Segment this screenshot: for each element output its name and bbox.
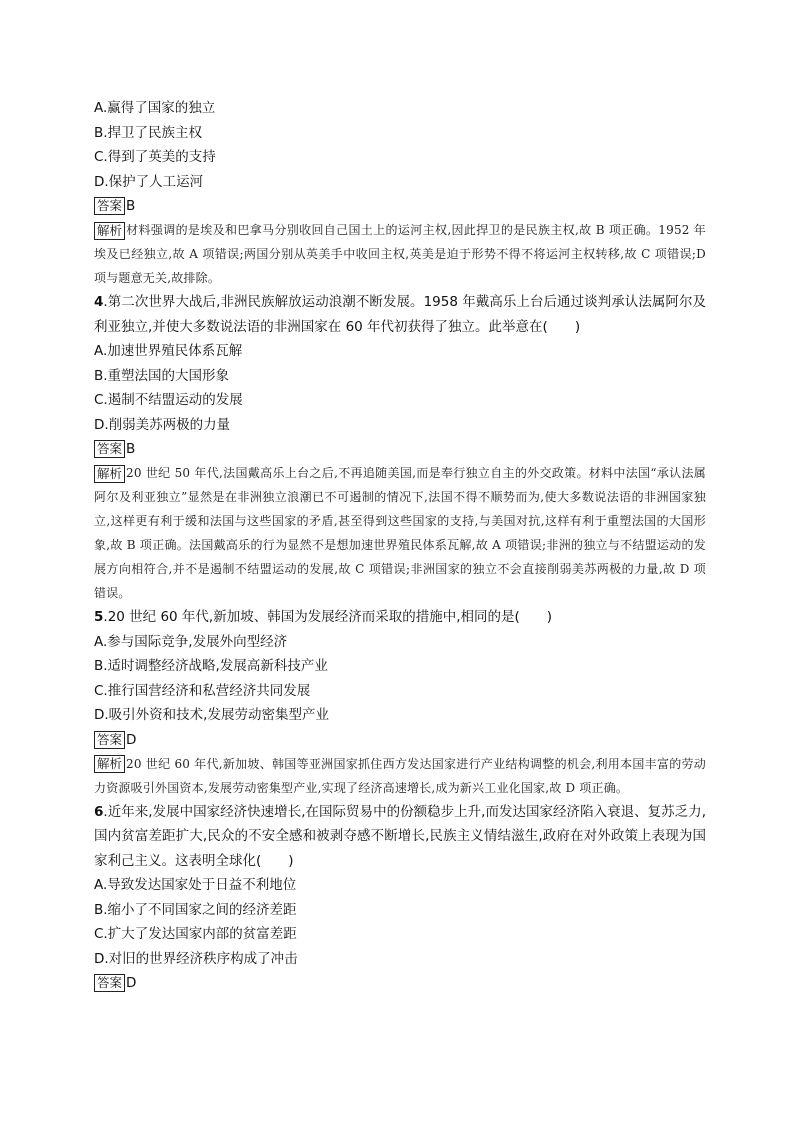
question-5 <box>94 605 706 800</box>
q6-answer: D <box>126 975 137 991</box>
q6-number: 6 <box>94 803 104 820</box>
q4-stem-text: .第二次世界大战后,非洲民族解放运动浪潮不断发展。1958 年戴高乐上台后通过谈判承认法属阿尔及利亚独立,并使大多数说法语的非洲国家在 60 年代初获得了独立。此举意在( ) <box>94 294 706 335</box>
question-6 <box>94 800 706 996</box>
q3-option-c[interactable]: C.得到了英美的支持 <box>94 149 216 165</box>
q5-option-b[interactable]: B.适时调整经济战略,发展高新科技产业 <box>94 658 328 674</box>
q4-analysis-text: 20 世纪 50 年代,法国戴高乐上台之后,不再追随美国,而是奉行独立自主的外交政策。材料中法国“承认法属阿尔及利亚独立”显然是在非洲独立浪潮已不可遏制的情况下,法国不得不顺势而为,使大多数说法语的非洲国家独立,这样更有利于缓和法国与这些国家的矛盾,甚至得到这些国家的支持,与美国对抗,这样有利于重塑法国的大国形象,故 B 项正确。法国戴高乐的行为显然不是想加速世界殖民体系瓦解,故 A 项错误;非洲的独立与不结盟运动的发展方向相符合,并不是遏制不结盟运动的发展,故 C 项错误;非洲国家的独立不会直接削弱美苏两极的力量,故 D 项错误。 <box>94 466 706 600</box>
question-4 <box>94 290 706 605</box>
q5-answer: D <box>126 731 137 748</box>
q4-option-c[interactable]: C.遏制不结盟运动的发展 <box>94 392 243 408</box>
q3-answer-row <box>94 194 706 218</box>
q5-option-d[interactable]: D.吸引外资和技术,发展劳动密集型产业 <box>94 707 329 723</box>
q6-option-a[interactable]: A.导致发达国家处于日益不利地位 <box>94 877 297 893</box>
analysis-label-box: 解析 <box>94 222 125 240</box>
q4-number: 4 <box>94 294 104 310</box>
q5-answer-row <box>94 728 706 752</box>
q4-analysis <box>94 461 706 605</box>
q4-option-b[interactable]: B.重塑法国的大国形象 <box>94 367 230 384</box>
answer-label-box: 答案 <box>94 440 125 458</box>
q5-analysis <box>94 752 706 800</box>
q6-stem <box>94 800 706 874</box>
answer-label-box: 答案 <box>94 974 125 992</box>
q4-answer: B <box>126 441 136 457</box>
q4-stem <box>94 290 706 339</box>
q3-answer: B <box>126 198 136 214</box>
q6-stem-text: .近年来,发展中国家经济快速增长,在国际贸易中的份额稳步上升,而发达国家经济陷入衰退、复苏乏力,国内贫富差距扩大,民众的不安全感和被剥夺感不断增长,民族主义情结滋生,政府在对外政策上表现为国家利己主义。这表明全球化( ) <box>94 803 706 869</box>
analysis-label-box: 解析 <box>94 465 125 483</box>
analysis-label-box: 解析 <box>94 755 125 773</box>
q3-option-a[interactable]: A.赢得了国家的独立 <box>94 100 216 116</box>
exam-page <box>94 96 706 995</box>
q5-analysis-text: 20 世纪 60 年代,新加坡、韩国等亚洲国家抓住西方发达国家进行产业结构调整的机会,利用本国丰富的劳动力资源吸引外国资本,发展劳动密集型产业,实现了经济高速增长,成为新兴工业化国家,故 D 项正确。 <box>94 756 706 795</box>
q4-option-d[interactable]: D.削弱美苏两极的力量 <box>94 416 231 433</box>
q4-option-a[interactable]: A.加速世界殖民体系瓦解 <box>94 343 243 359</box>
q5-stem <box>94 605 706 630</box>
q3-option-b[interactable]: B.捍卫了民族主权 <box>94 124 203 141</box>
q3-option-d[interactable]: D.保护了人工运河 <box>94 173 204 190</box>
q6-option-c[interactable]: C.扩大了发达国家内部的贫富差距 <box>94 926 297 942</box>
q3-analysis-text: 材料强调的是埃及和巴拿马分别收回自己国土上的运河主权,因此捍卫的是民族主权,故 B 项正确。1952 年埃及已经独立,故 A 项错误;两国分别从英美手中收回主权,英美是迫于形势不得不将运河主权转移,故 C 项错误;D 项与题意无关,故排除。 <box>94 223 706 285</box>
q5-option-c[interactable]: C.推行国营经济和私营经济共同发展 <box>94 682 311 699</box>
q3-analysis <box>94 218 706 290</box>
answer-label-box: 答案 <box>94 731 125 749</box>
q6-option-d[interactable]: D.对旧的世界经济秩序构成了冲击 <box>94 950 298 967</box>
question-3 <box>94 96 706 290</box>
answer-label-box: 答案 <box>94 197 125 215</box>
q5-number: 5 <box>94 609 104 625</box>
q4-answer-row <box>94 437 706 461</box>
q5-option-a[interactable]: A.参与国际竞争,发展外向型经济 <box>94 633 288 650</box>
q6-answer-row <box>94 971 706 995</box>
q6-option-b[interactable]: B.缩小了不同国家之间的经济差距 <box>94 901 297 918</box>
q5-stem-text: .20 世纪 60 年代,新加坡、韩国为发展经济而采取的措施中,相同的是( ) <box>103 609 553 625</box>
